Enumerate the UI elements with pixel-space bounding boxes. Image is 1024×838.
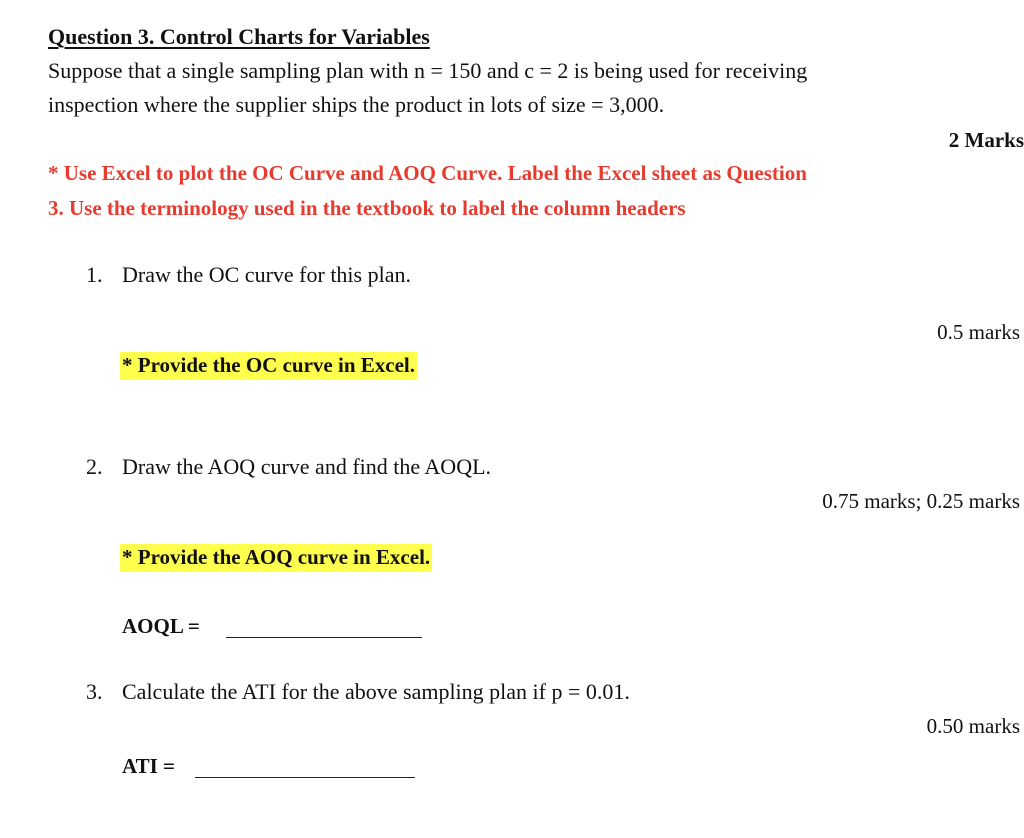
total-marks: 2 Marks: [948, 128, 1024, 152]
intro-line-2: inspection where the supplier ships the product in lots of size = 3,000.: [48, 92, 665, 117]
aoql-answer-blank[interactable]: [226, 637, 422, 638]
ati-answer-blank[interactable]: [195, 777, 415, 778]
question-1-text: Draw the OC curve for this plan.: [122, 262, 411, 287]
instruction-line-2: 3. Use the terminology used in the textbook to label the column headers: [48, 196, 686, 220]
ati-label: ATI =: [122, 754, 176, 778]
question-3-text: Calculate the ATI for the above sampling plan if p = 0.01.: [122, 679, 630, 704]
question-2-marks: 0.75 marks; 0.25 marks: [822, 489, 1020, 513]
question-3-marks: 0.50 marks: [926, 714, 1020, 738]
question-3-number: 3.: [86, 679, 103, 704]
question-2-number: 2.: [86, 454, 103, 479]
question-2-text: Draw the AOQ curve and find the AOQL.: [122, 454, 492, 479]
intro-line-1: Suppose that a single sampling plan with n = 150 and c = 2 is being used for receiving: [48, 58, 808, 83]
question-2-excel-note: * Provide the AOQ curve in Excel.: [120, 544, 432, 572]
question-1-excel-note: * Provide the OC curve in Excel.: [120, 352, 417, 380]
question-1-marks: 0.5 marks: [937, 320, 1020, 344]
aoql-label: AOQL =: [122, 614, 200, 638]
question-title: Question 3. Control Charts for Variables: [48, 24, 430, 49]
question-1-number: 1.: [86, 262, 103, 287]
instruction-line-1: * Use Excel to plot the OC Curve and AOQ Curve. Label the Excel sheet as Question: [48, 161, 807, 185]
